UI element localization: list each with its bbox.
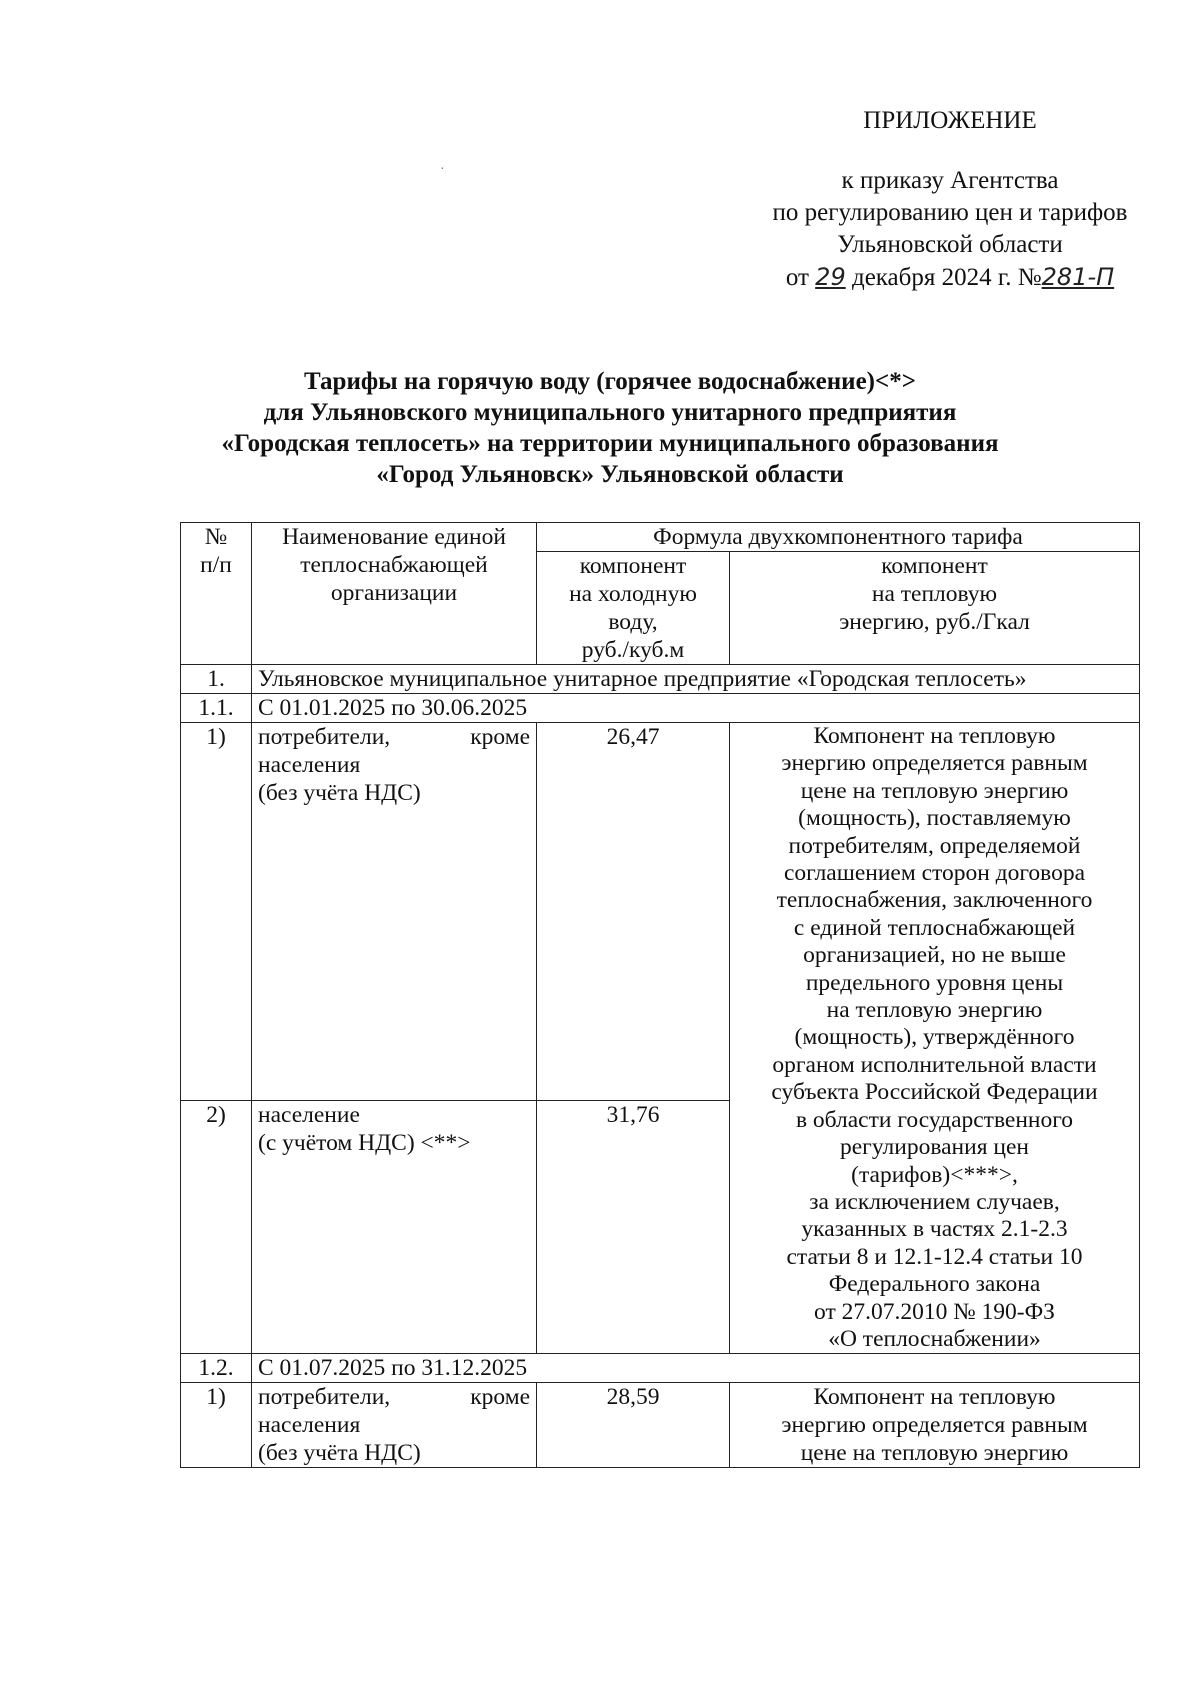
- appendix-heading: ПРИЛОЖЕНИЕ: [863, 107, 1037, 134]
- p2-r1-cold: 28,59: [537, 1383, 730, 1468]
- period2-num: 1.2.: [181, 1354, 252, 1383]
- appendix-line-2: по регулированию цен и тарифов: [772, 199, 1128, 226]
- tariff-table: [180, 522, 1140, 1468]
- header-formula: Формула двухкомпонентного тарифа: [537, 523, 1140, 552]
- date-prefix: от: [785, 264, 809, 291]
- p1-r1-name: [252, 723, 537, 1101]
- date-rest: декабря 2024 г. №: [851, 264, 1042, 291]
- appendix-line-1: к приказу Агентства: [841, 167, 1059, 194]
- p1-r1-cold: 26,47: [537, 723, 730, 1101]
- p1-r1-name-a: потребители, кроме: [258, 724, 530, 750]
- header-row-1: [181, 523, 1140, 552]
- appendix-line-3: Ульяновской области: [837, 231, 1063, 258]
- date-day-handwritten: 29: [815, 263, 846, 291]
- appendix-date-line: [720, 261, 1180, 294]
- p1-r1-num: 1): [181, 723, 252, 1101]
- period1-label: С 01.01.2025 по 30.06.2025: [252, 694, 1140, 723]
- appendix-header: [720, 105, 1180, 294]
- document-title: [150, 366, 1070, 490]
- p1-r2-cold: 31,76: [537, 1100, 730, 1353]
- p1-heat-text: Компонент на тепловую энергию определяется равным цене на тепловую энергию (мощность), поставляемую потребителям, определяемой соглашением сторон договора теплоснабжения, заключенного с единой теплоснабжающей организацией, но не выше предельного уровня цены на тепловую энергию (мощность), утверждённого органом исполнительной власти субъекта Российской Федерации в области государственного регулирования цен (тарифов)<***>, за исключением случаев, указанных в частях 2.1-2.3 статьи 8 и 12.1-12.4 статьи 10 Федерального закона от 27.07.2010 № 190-ФЗ «О теплоснабжении»: [730, 723, 1140, 1354]
- org-num: 1.: [181, 665, 252, 694]
- org-row: [181, 665, 1140, 694]
- title-line-1: Тарифы на горячую воду (горячее водоснабжение)<*>: [304, 368, 916, 395]
- p2-r1-num: 1): [181, 1383, 252, 1468]
- p2-heat-text: Компонент на тепловую энергию определяется равным цене на тепловую энергию: [730, 1383, 1140, 1468]
- p1-r2-num: 2): [181, 1100, 252, 1353]
- period2-row: [181, 1354, 1140, 1383]
- p2-r1-name: [252, 1383, 537, 1468]
- title-line-3: «Городская теплосеть» на территории муниципального образования: [221, 430, 999, 457]
- period1-row: [181, 694, 1140, 723]
- p2-r1-name-a: потребители, кроме: [258, 1384, 530, 1411]
- period1-num: 1.1.: [181, 694, 252, 723]
- p1-r2-name: население (с учётом НДС) <**>: [252, 1100, 537, 1353]
- p1-r1-name-b: населения (без учёта НДС): [258, 752, 421, 806]
- header-num: № п/п: [181, 523, 252, 665]
- header-heat: компонент на тепловую энергию, руб./Гкал: [730, 552, 1140, 665]
- title-line-2: для Ульяновского муниципального унитарного предприятия: [263, 399, 957, 426]
- period1-row1: [181, 723, 1140, 1101]
- period2-label: С 01.07.2025 по 31.12.2025: [252, 1354, 1140, 1383]
- header-name: Наименование единой теплоснабжающей организации: [252, 523, 537, 665]
- period2-row1: [181, 1383, 1140, 1468]
- header-cold: компонент на холодную воду, руб./куб.м: [537, 552, 730, 665]
- org-name: Ульяновское муниципальное унитарное предприятие «Городская теплосеть»: [252, 665, 1140, 694]
- title-line-4: «Город Ульяновск» Ульяновской области: [376, 461, 844, 488]
- p2-r1-name-b: населения (без учёта НДС): [258, 1412, 421, 1467]
- order-number-handwritten: 281-П: [1041, 263, 1115, 291]
- scan-speck: ·: [440, 162, 445, 177]
